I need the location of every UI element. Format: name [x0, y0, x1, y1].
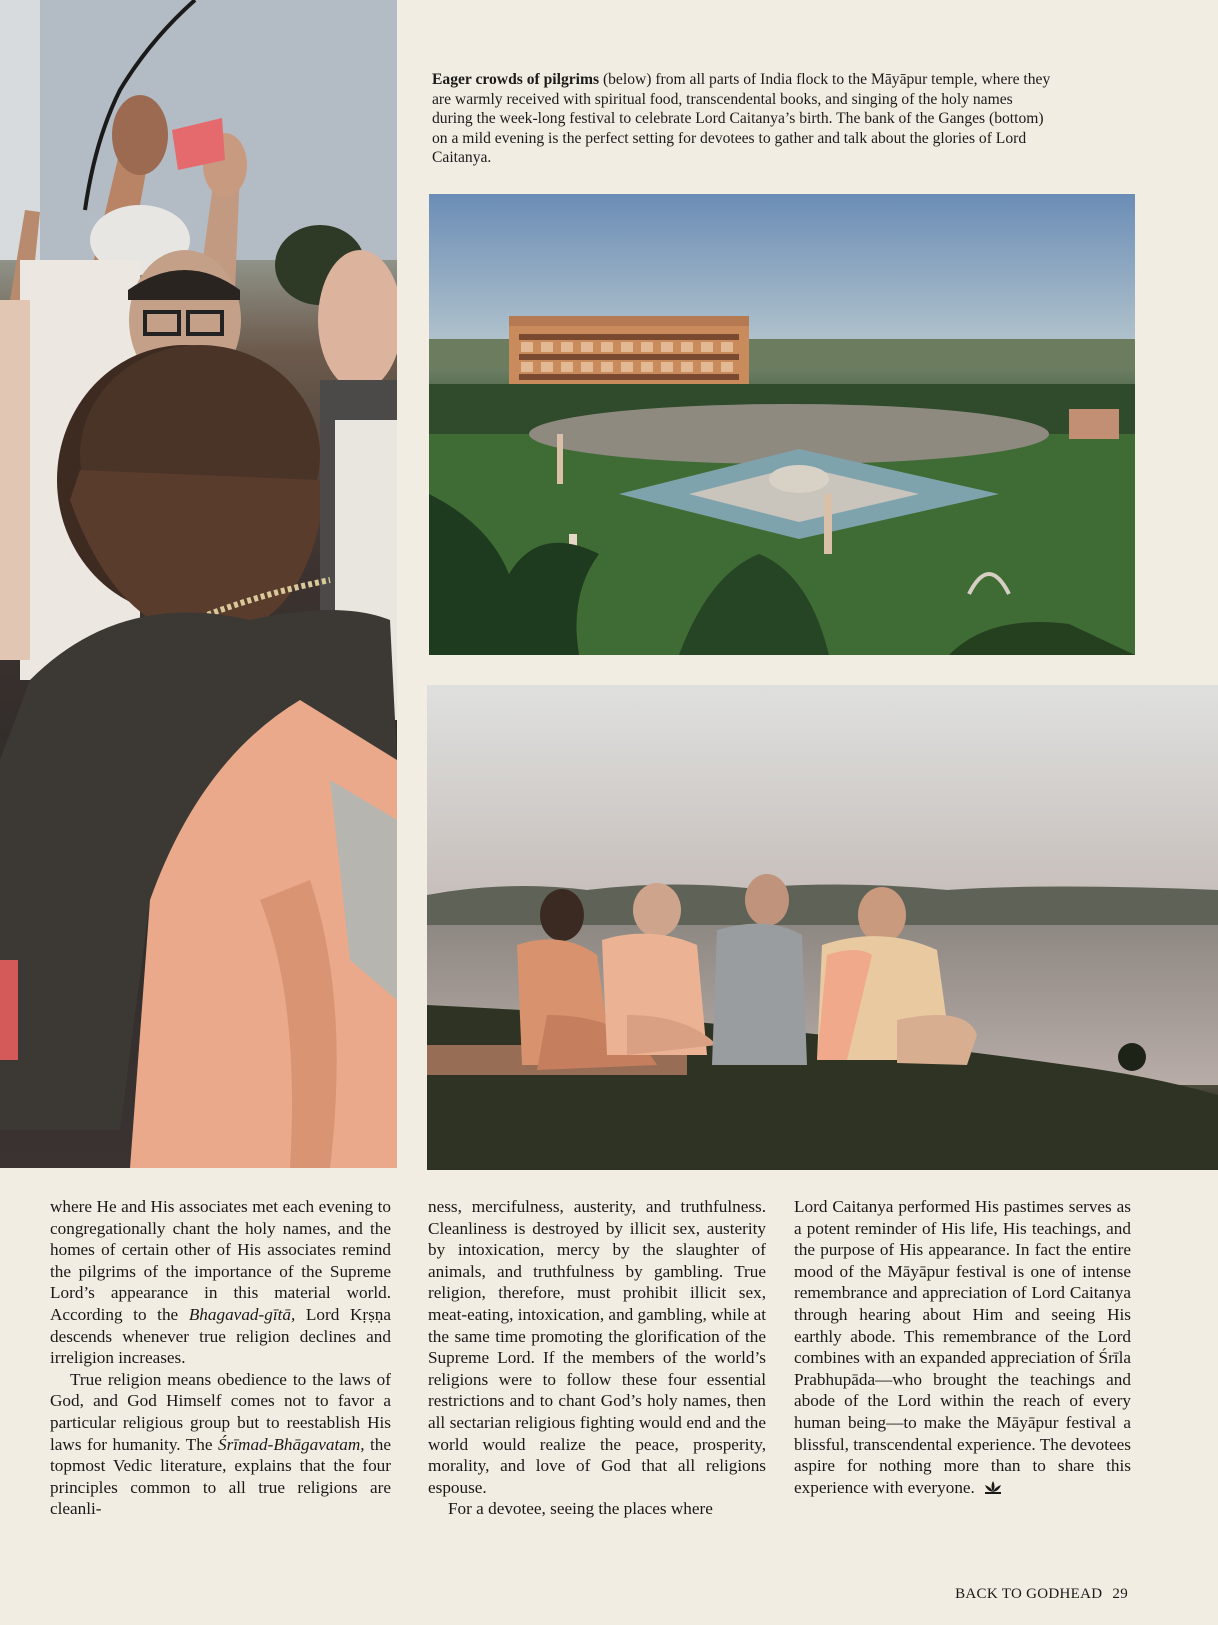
lotus-end-mark-icon: [983, 1478, 1003, 1500]
body-column-1: [50, 1196, 391, 1520]
chanting-devotees-illustration: [0, 0, 397, 1168]
column-1-paragraph-2: [50, 1369, 391, 1520]
body-column-3: [794, 1196, 1131, 1500]
caption-text: (below) from all parts of India flock to the Māyāpur temple, where they are warmly received with spiritual food, transcendental books, and singing of the holy names during the week-long festival to celebrate Lord Caitanya’s birth. The bank of the Ganges (bottom) on a mild evening is the perfect setting for devotees to gather and talk about the glories of Lord Caitanya.: [432, 71, 1051, 166]
mayapur-temple-illustration: [429, 194, 1135, 655]
page-number: 29: [1112, 1586, 1128, 1602]
text-span: True religion means obedience to the laws of God, and God Himself comes not to favor a particular religious group but to reestablish His laws for humanity. The: [50, 1369, 391, 1454]
column-2-paragraph-1: ness, mercifulness, austerity, and truthfulness. Cleanliness is destroyed by illicit sex, austerity by intoxication, mercy by the slaughter of animals, and truthfulness by gambling. True religion, therefore, must prohibit illicit sex, meat-eating, intoxication, and gambling, while at the same time promoting the glorification of the Supreme Lord. If the members of the world’s religions were to follow these four essential restrictions and to chant God’s holy names, then all sectarian religious fighting would end and the world would realize the peace, prosperity, morality, and love of God that all religions espouse.: [428, 1197, 766, 1497]
text-span: the topmost Vedic literature, explains that the four principles common to all true religions are cleanli-: [50, 1434, 392, 1519]
photo-ganges-devotees: [427, 685, 1218, 1170]
photo-caption: [432, 70, 1052, 168]
text-span: Lord Kṛṣṇa descends whenever true religion declines and irreligion increases.: [50, 1304, 391, 1368]
text-span: where He and His associates met each evening to congregationally chant the holy names, and the homes of certain other of His associates remind the pilgrims of the importance of the Supreme Lord’s appearance in this material world. According to the: [50, 1197, 391, 1324]
ganges-devotees-illustration: [427, 685, 1218, 1170]
photo-mayapur-temple: [429, 194, 1135, 655]
title-bhagavad-gita: Bhagavad-gītā,: [188, 1304, 296, 1324]
magazine-name: BACK TO GODHEAD: [955, 1586, 1103, 1602]
caption-lead: Eager crowds of pilgrims: [432, 71, 600, 88]
column-3-paragraph-1: [794, 1196, 1131, 1500]
photo-chanting-devotees: [0, 0, 397, 1168]
title-srimad-bhagavatam: Śrīmad-Bhāgavatam,: [217, 1434, 365, 1454]
page-footer: [955, 1586, 1128, 1603]
column-1-paragraph-1: [50, 1196, 391, 1369]
text-span: Lord Caitanya performed His pastimes serves as a potent reminder of His life, His teachings, and the purpose of His appearance. In fact the entire mood of the Māyāpur festival is one of intense remembrance and appreciation of Lord Caitanya through hearing about Him and seeing His earthly abode. This remembrance of the Lord combines with an expanded appreciation of Śrīla Prabhupāda—who brought the teachings and abode of the Lord within the reach of every human being—to make the Māyāpur festival a blissful, transcendental experience. The devotees aspire for nothing more than to share this experience with everyone.: [794, 1197, 1131, 1497]
body-column-2: [428, 1196, 766, 1520]
column-2-paragraph-2: For a devotee, seeing the places where: [448, 1499, 713, 1519]
